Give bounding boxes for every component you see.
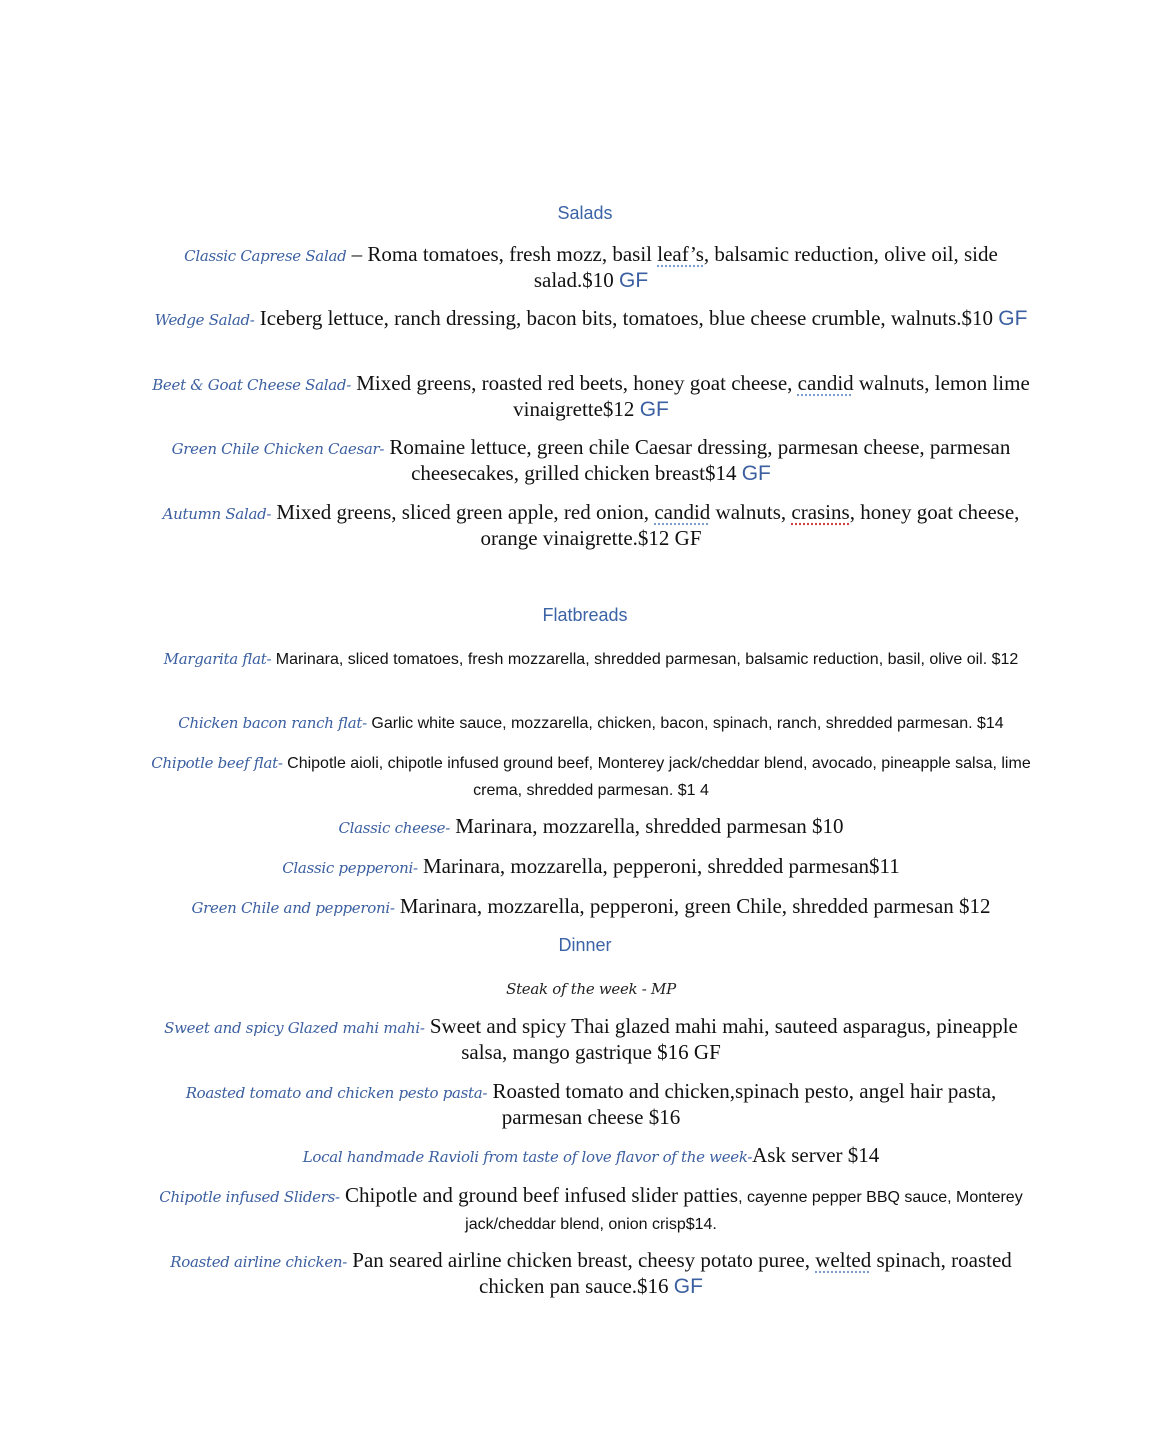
- item-name: Classic Caprese Salad: [184, 247, 347, 265]
- spellcheck-word: candid: [797, 371, 854, 395]
- item-name: Margarita flat-: [163, 650, 272, 668]
- menu-item-green-chile-caesar: Green Chile Chicken Caesar- Romaine lettuce, green chile Caesar dressing, parmesan cheese, parmesan cheesecakes, grilled chicken breast$14 GF: [171, 435, 1011, 485]
- menu-item-pesto-pasta: Roasted tomato and chicken pesto pasta- Roasted tomato and chicken,spinach pesto, angel hair pasta, parmesan cheese $16: [185, 1079, 997, 1129]
- item-name: Roasted airline chicken-: [170, 1253, 348, 1271]
- menu-item-autumn-salad: Autumn Salad- Mixed greens, sliced green apple, red onion, candid walnuts, crasins, honey goat cheese, orange vinaigrette.$12 GF: [162, 500, 1020, 550]
- item-name: Local handmade Ravioli from taste of love flavor of the week-: [302, 1148, 753, 1166]
- menu-item-ravioli: Local handmade Ravioli from taste of love flavor of the week-Ask server $14: [302, 1143, 880, 1167]
- spellcheck-word: welted: [815, 1248, 872, 1272]
- section-heading-dinner: Dinner: [558, 935, 612, 955]
- item-name: Chicken bacon ranch flat-: [178, 714, 367, 732]
- menu-item-chipotle-sliders: Chipotle infused Sliders- Chipotle and ground beef infused slider patties, cayenne pepper BBQ sauce, Monterey jack/cheddar blend, onion crisp$14.: [159, 1183, 1023, 1233]
- section-heading-salads: Salads: [557, 203, 613, 223]
- item-name: Classic pepperoni-: [282, 859, 418, 877]
- menu-item-classic-caprese: Classic Caprese Salad – Roma tomatoes, fresh mozz, basil leaf’s, balsamic reduction, olive oil, side salad.$10 GF: [184, 242, 998, 292]
- item-name: Chipotle infused Sliders-: [159, 1188, 340, 1206]
- item-name: Wedge Salad-: [154, 311, 255, 329]
- gf-badge: GF: [673, 1275, 703, 1298]
- menu-item-classic-pepperoni: Classic pepperoni- Marinara, mozzarella, pepperoni, shredded parmesan$11: [282, 854, 900, 878]
- gf-badge: GF: [998, 307, 1028, 330]
- item-name: Autumn Salad-: [162, 505, 272, 523]
- gf-badge: GF: [618, 269, 649, 292]
- section-heading-flatbreads: Flatbreads: [542, 605, 628, 625]
- menu-item-mahi-mahi: Sweet and spicy Glazed mahi mahi- Sweet and spicy Thai glazed mahi mahi, sauteed asparagus, pineapple salsa, mango gastrique $16 GF: [164, 1014, 1018, 1064]
- menu-item-margarita-flat: Margarita flat- Marinara, sliced tomatoes, fresh mozzarella, shredded parmesan, balsamic reduction, basil, olive oil. $12: [163, 650, 1019, 668]
- menu-item-chicken-bacon-ranch-flat: Chicken bacon ranch flat- Garlic white sauce, mozzarella, chicken, bacon, spinach, ranch, shredded parmesan. $14: [178, 714, 1004, 732]
- item-name: Beet & Goat Cheese Salad-: [152, 376, 351, 394]
- menu-item-airline-chicken: Roasted airline chicken- Pan seared airline chicken breast, cheesy potato puree, welted spinach, roasted chicken pan sauce.$16 GF: [170, 1248, 1012, 1298]
- item-name: Sweet and spicy Glazed mahi mahi-: [164, 1019, 425, 1037]
- gf-badge: GF: [741, 462, 771, 485]
- menu-item-green-chile-pepperoni: Green Chile and pepperoni- Marinara, mozzarella, pepperoni, green Chile, shredded parmesan $12: [191, 894, 991, 918]
- gf-badge: GF: [639, 398, 669, 421]
- spellcheck-word: crasins: [791, 500, 850, 524]
- item-name: Classic cheese-: [338, 819, 450, 837]
- menu-item-beet-goat-cheese: Beet & Goat Cheese Salad- Mixed greens, roasted red beets, honey goat cheese, candid walnuts, lemon lime vinaigrette$12 GF: [152, 371, 1030, 421]
- menu-item-chipotle-beef-flat: Chipotle beef flat- Chipotle aioli, chipotle infused ground beef, Monterey jack/cheddar blend, avocado, pineapple salsa, lime crema, shredded parmesan. $1 4: [151, 754, 1031, 799]
- item-name: Steak of the week - MP: [506, 980, 676, 998]
- menu-item-steak-of-week: [145, 975, 1037, 1001]
- item-name: Green Chile and pepperoni-: [191, 899, 395, 917]
- item-name: Green Chile Chicken Caesar-: [171, 440, 385, 458]
- menu-item-classic-cheese: Classic cheese- Marinara, mozzarella, shredded parmesan $10: [338, 814, 844, 838]
- item-name: Roasted tomato and chicken pesto pasta-: [185, 1084, 488, 1102]
- item-name: Chipotle beef flat-: [151, 754, 283, 772]
- spellcheck-word: candid: [654, 500, 711, 524]
- menu-item-wedge-salad: Wedge Salad- Iceberg lettuce, ranch dressing, bacon bits, tomatoes, blue cheese crumble, walnuts.$10 GF: [154, 306, 1028, 330]
- spellcheck-word: leaf’s: [657, 242, 704, 266]
